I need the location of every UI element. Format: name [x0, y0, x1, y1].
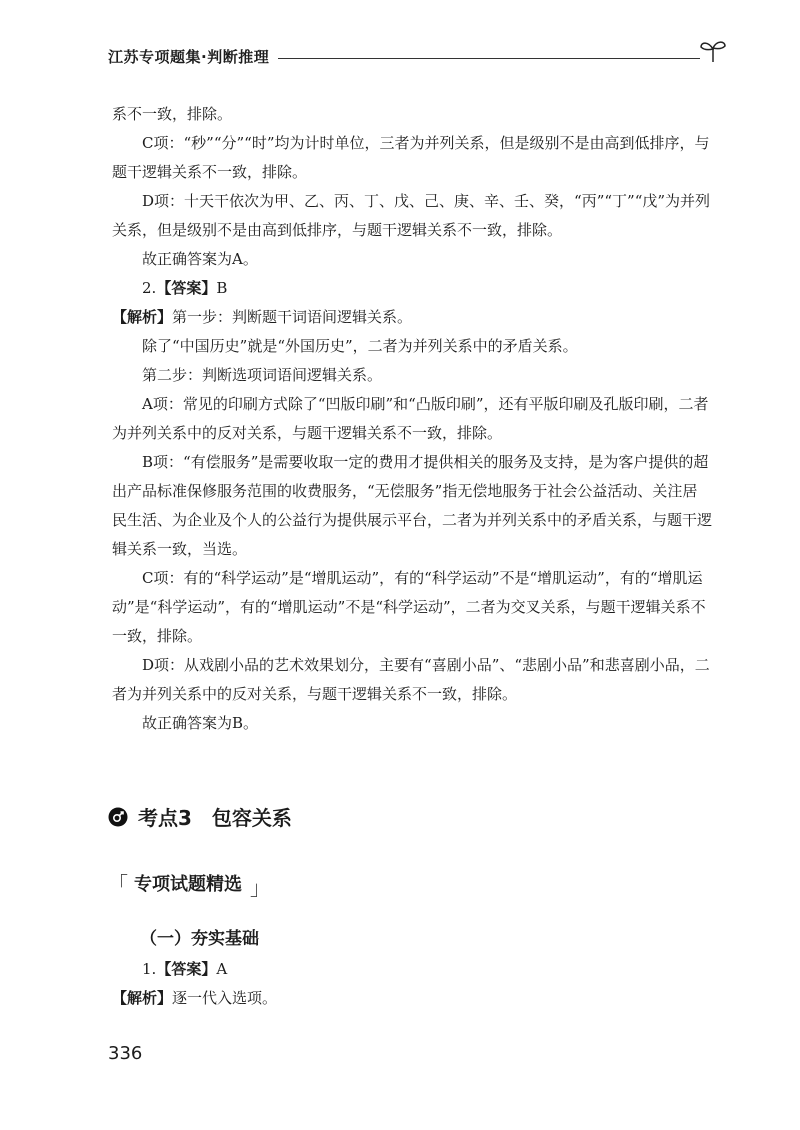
- analysis-line: [112, 984, 712, 1013]
- analysis-text: 第一步：判断题干词语间逻辑关系。: [172, 308, 413, 326]
- tail-text: [112, 955, 712, 1012]
- main-text: [112, 100, 712, 738]
- paragraph: 故正确答案为B。: [142, 714, 259, 732]
- sprout-icon: [698, 38, 728, 64]
- question-number: 2.: [142, 279, 157, 297]
- section-heading: [108, 802, 292, 831]
- analysis-label: 【解析】: [112, 988, 173, 1007]
- bracket-right-icon: 」: [250, 876, 270, 900]
- analysis-line: [112, 303, 712, 332]
- paragraph: B项：“有偿服务”是需要收取一定的费用才提供相关的服务及支持，是为客户提供的超出产品标准保修服务范围的收费服务，“无偿服务”指无偿地服务于社会公益活动、关注居民生活、为企业及个人的公益行为提供展示平台，二者为并列关系中的矛盾关系，与题干逻辑关系一致，当选。: [112, 453, 713, 558]
- section-number: 考点3: [138, 806, 192, 830]
- sub-banner: [108, 868, 270, 900]
- answer-label: 【答案】: [156, 960, 217, 978]
- subsection-title: （一）夯实基础: [140, 929, 259, 949]
- analysis-text: 逐一代入选项。: [172, 988, 278, 1007]
- section-bullet-icon: [108, 807, 128, 827]
- sub-banner-title: 专项试题精选: [134, 873, 242, 895]
- answer-value: A: [216, 960, 228, 978]
- paragraph: 除了“中国历史”就是“外国历史”，二者为并列关系中的矛盾关系。: [142, 337, 578, 355]
- section-title: 包容关系: [211, 806, 292, 830]
- analysis-label: 【解析】: [112, 308, 173, 326]
- header-rule: [278, 58, 700, 59]
- running-header: [108, 38, 728, 68]
- answer-line: [112, 274, 712, 303]
- paragraph: C项：有的“科学运动”是“增肌运动”，有的“科学运动”不是“增肌运动”，有的“增肌运动”是“科学运动”，有的“增肌运动”不是“科学运动”，二者为交叉关系，与题干逻辑关系不一致，排除。: [112, 569, 706, 645]
- paragraph: 故正确答案为A。: [142, 250, 258, 268]
- paragraph: D项：十天干依次为甲、乙、丙、丁、戊、己、庚、辛、壬、癸，“丙”“丁”“戊”为并列关系，但是级别不是由高到低排序，与题干逻辑关系不一致，排除。: [112, 192, 711, 239]
- paragraph: D项：从戏剧小品的艺术效果划分，主要有“喜剧小品”、“悲剧小品”和悲喜剧小品，二者为并列关系中的反对关系，与题干逻辑关系不一致，排除。: [112, 656, 710, 703]
- bracket-left-icon: 「: [108, 872, 128, 896]
- page-number: 336: [108, 1043, 143, 1064]
- paragraph: A项：常见的印刷方式除了“凹版印刷”和“凸版印刷”，还有平版印刷及孔版印刷，二者为并列关系中的反对关系，与题干逻辑关系不一致，排除。: [112, 395, 709, 442]
- header-title: 江苏专项题集·判断推理: [108, 48, 270, 66]
- paragraph: C项：“秒”“分”“时”均为计时单位，三者为并列关系，但是级别不是由高到低排序，与题干逻辑关系不一致，排除。: [112, 134, 710, 181]
- paragraph: 第二步：判断选项词语间逻辑关系。: [142, 366, 383, 384]
- question-number: 1.: [142, 960, 157, 978]
- answer-line: [112, 955, 712, 984]
- paragraph: 系不一致，排除。: [112, 105, 233, 123]
- answer-value: B: [216, 279, 228, 297]
- answer-label: 【答案】: [156, 279, 217, 297]
